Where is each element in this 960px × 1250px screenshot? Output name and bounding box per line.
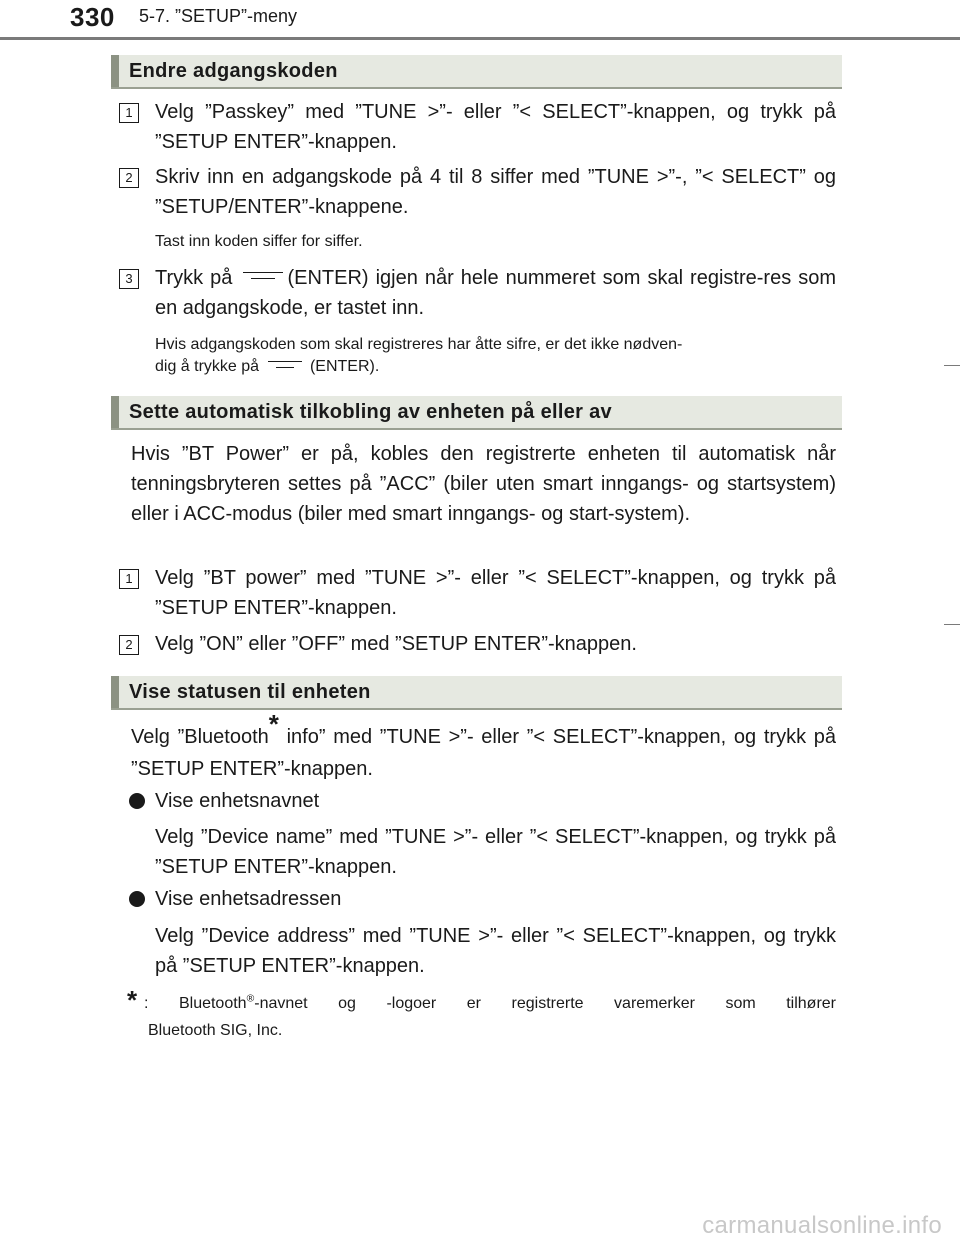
step-note: Tast inn koden siffer for siffer. (155, 233, 363, 250)
footnote (144, 990, 836, 1017)
step-text: Velg ”BT power” med ”TUNE >”- eller ”< SELECT”-knappen, og trykk på ”SETUP ENTER”-knappen. (155, 567, 836, 619)
footnote-star: * (127, 985, 138, 1015)
note-line: Hvis adgangskoden som skal registreres har åtte sifre, er det ikke nødven- (155, 336, 683, 353)
section-accent (111, 676, 119, 708)
step-number: 1 (119, 569, 139, 589)
footnote-text-part: -navnet og -logoer er registrerte varemerker som tilhører (254, 995, 837, 1012)
step-text: Skriv inn en adgangskode på 4 til 8 siffer med ”TUNE >”-, ”< SELECT” og ”SETUP/ENTER”-knappene. (155, 166, 836, 218)
intro-text-part: info” med ”TUNE >”- eller ”< SELECT”-knappen, og trykk på ”SETUP ENTER”-knappen. (131, 726, 836, 780)
step-number: 3 (119, 269, 139, 289)
enter-button-icon (243, 272, 283, 286)
header-rule (0, 37, 960, 40)
step-number: 2 (119, 635, 139, 655)
note-line (155, 356, 836, 378)
section-intro: Hvis ”BT Power” er på, kobles den registrerte enheten til automatisk når tenningsbryteren settes på ”ACC” (biler uten smart inngangs- og startsystem) eller i ACC-modus (biler med smart inngangs- og start-system). (131, 443, 836, 525)
margin-tick (944, 365, 960, 366)
intro-text-part: Velg ”Bluetooth (131, 726, 269, 748)
step-text: Velg ”Passkey” med ”TUNE >”- eller ”< SELECT”-knappen, og trykk på ”SETUP ENTER”-knappen. (155, 101, 836, 153)
step-text-part: (ENTER) igjen når hele nummeret som skal registre-res som en adgangskode, er tastet inn. (155, 267, 837, 319)
registered-mark: ® (246, 993, 255, 1005)
bullet-title: Vise enhetsnavnet (155, 790, 320, 812)
bullet-dot-icon (129, 891, 145, 907)
step-text: Velg ”ON” eller ”OFF” med ”SETUP ENTER”-knappen. (155, 633, 637, 655)
bullet-text: Velg ”Device address” med ”TUNE >”- eller ”< SELECT”-knappen, og trykk på ”SETUP ENTER”-knappen. (155, 925, 836, 977)
step-number: 2 (119, 168, 139, 188)
step-note (155, 334, 836, 378)
section-accent (111, 396, 119, 428)
section-accent (111, 55, 119, 87)
step-number: 1 (119, 103, 139, 123)
page-number: 330 (70, 2, 115, 32)
step-text (155, 263, 836, 323)
watermark: carmanualsonline.info (702, 1212, 942, 1239)
section-heading-device-status (111, 676, 842, 710)
bullet-text: Velg ”Device name” med ”TUNE >”- eller ”< SELECT”-knappen, og trykk på ”SETUP ENTER”-knappen. (155, 826, 836, 878)
section-title: Vise statusen til enheten (129, 681, 371, 703)
section-heading-change-passkey (111, 55, 842, 89)
enter-button-icon (268, 361, 302, 373)
footnote-text-part: : Bluetooth (144, 995, 247, 1012)
bullet-title: Vise enhetsadressen (155, 888, 342, 910)
chapter-title: 5-7. ”SETUP”-meny (139, 6, 298, 26)
section-heading-auto-connect (111, 396, 842, 430)
note-text-part: dig å trykke på (155, 358, 260, 375)
footnote-star-marker: * (268, 709, 279, 740)
note-text-part: (ENTER). (309, 358, 380, 375)
section-intro (131, 709, 836, 785)
footnote-line: Bluetooth SIG, Inc. (148, 1022, 283, 1039)
bullet-dot-icon (129, 793, 145, 809)
margin-tick (944, 624, 960, 625)
section-title: Endre adgangskoden (129, 60, 338, 82)
step-text-part: Trykk på (155, 267, 233, 289)
section-title: Sette automatisk tilkobling av enheten på eller av (129, 401, 612, 423)
